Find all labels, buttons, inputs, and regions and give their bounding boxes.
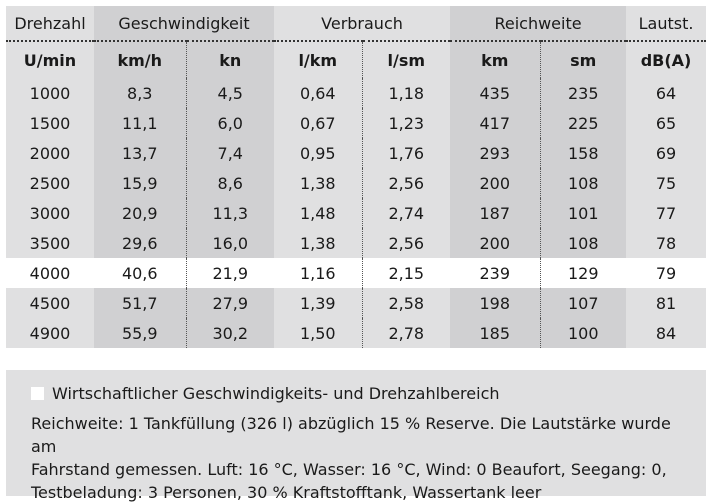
table-cell: 1,16 — [274, 258, 362, 288]
table-cell: 2500 — [6, 168, 94, 198]
table-cell: 1,50 — [274, 318, 362, 348]
table-cell: 2,78 — [362, 318, 450, 348]
table-cell: 3000 — [6, 198, 94, 228]
table-cell: 435 — [450, 78, 540, 108]
table-row — [6, 168, 706, 198]
table-cell: 107 — [540, 288, 626, 318]
table-cell: 4000 — [6, 258, 94, 288]
table-cell: 129 — [540, 258, 626, 288]
table-cell: 79 — [626, 258, 706, 288]
table-cell: 101 — [540, 198, 626, 228]
table-row — [6, 78, 706, 108]
table-cell: 8,6 — [186, 168, 274, 198]
table-row — [6, 198, 706, 228]
table-cell: 0,95 — [274, 138, 362, 168]
unit-header: km/h — [94, 41, 186, 78]
table-cell: 3500 — [6, 228, 94, 258]
table-row — [6, 228, 706, 258]
unit-header: dB(A) — [626, 41, 706, 78]
table-cell: 77 — [626, 198, 706, 228]
table-cell: 11,3 — [186, 198, 274, 228]
table-cell: 69 — [626, 138, 706, 168]
table-cell: 30,2 — [186, 318, 274, 348]
table-row — [6, 318, 706, 348]
table-cell: 1,23 — [362, 108, 450, 138]
table-cell: 6,0 — [186, 108, 274, 138]
legend-text: Wirtschaftlicher Geschwindigkeits- und Drehzahlbereich — [52, 384, 500, 403]
table-row — [6, 258, 706, 288]
unit-header-row — [6, 41, 706, 78]
table-cell: 293 — [450, 138, 540, 168]
legend-swatch — [31, 387, 44, 400]
table-cell: 21,9 — [186, 258, 274, 288]
footnote: Reichweite: 1 Tankfüllung (326 l) abzüglich 15 % Reserve. Die Lautstärke wurde am Fahrstand gemessen. Luft: 16 °C, Wasser: 16 °C, Wind: 0 Beaufort, Seegang: 0, Testbeladung: 3 Personen, 30 % Kraftstofftank, Wassertank leer — [31, 414, 671, 502]
table-cell: 1500 — [6, 108, 94, 138]
table-cell: 200 — [450, 168, 540, 198]
table-cell: 2,58 — [362, 288, 450, 318]
table-cell: 15,9 — [94, 168, 186, 198]
table-cell: 198 — [450, 288, 540, 318]
table-cell: 11,1 — [94, 108, 186, 138]
table-cell: 1000 — [6, 78, 94, 108]
unit-header: sm — [540, 41, 626, 78]
table-cell: 0,64 — [274, 78, 362, 108]
table-cell: 4500 — [6, 288, 94, 318]
unit-header: km — [450, 41, 540, 78]
table-row — [6, 288, 706, 318]
table-cell: 1,39 — [274, 288, 362, 318]
table-cell: 108 — [540, 168, 626, 198]
unit-header: kn — [186, 41, 274, 78]
notes-box — [6, 370, 706, 502]
table-cell: 2,56 — [362, 228, 450, 258]
table-cell: 55,9 — [94, 318, 186, 348]
table-cell: 158 — [540, 138, 626, 168]
table-cell: 75 — [626, 168, 706, 198]
table-cell: 187 — [450, 198, 540, 228]
unit-header: l/sm — [362, 41, 450, 78]
table-cell: 40,6 — [94, 258, 186, 288]
group-header-lautstaerke: Lautst. — [626, 6, 706, 41]
table-cell: 1,48 — [274, 198, 362, 228]
table-cell: 1,38 — [274, 168, 362, 198]
table-cell: 1,76 — [362, 138, 450, 168]
table-cell: 4900 — [6, 318, 94, 348]
table-cell: 225 — [540, 108, 626, 138]
table-cell: 78 — [626, 228, 706, 258]
table-cell: 20,9 — [94, 198, 186, 228]
table-cell: 1,38 — [274, 228, 362, 258]
table-cell: 100 — [540, 318, 626, 348]
table-cell: 235 — [540, 78, 626, 108]
table-body — [6, 78, 706, 348]
table-cell: 0,67 — [274, 108, 362, 138]
table-cell: 13,7 — [94, 138, 186, 168]
table-cell: 81 — [626, 288, 706, 318]
table-cell: 2000 — [6, 138, 94, 168]
table-cell: 4,5 — [186, 78, 274, 108]
table-cell: 29,6 — [94, 228, 186, 258]
table-cell: 200 — [450, 228, 540, 258]
table-cell: 1,18 — [362, 78, 450, 108]
group-header-drehzahl: Drehzahl — [6, 6, 94, 41]
table-cell: 239 — [450, 258, 540, 288]
table-cell: 65 — [626, 108, 706, 138]
table-row — [6, 108, 706, 138]
table-cell: 2,15 — [362, 258, 450, 288]
table-cell: 84 — [626, 318, 706, 348]
table-cell: 16,0 — [186, 228, 274, 258]
group-header-verbrauch: Verbrauch — [274, 6, 450, 41]
unit-header: l/km — [274, 41, 362, 78]
legend — [31, 384, 500, 403]
performance-table — [6, 6, 706, 348]
table-cell: 27,9 — [186, 288, 274, 318]
table-cell: 64 — [626, 78, 706, 108]
table-cell: 2,56 — [362, 168, 450, 198]
table-cell: 51,7 — [94, 288, 186, 318]
table-cell: 108 — [540, 228, 626, 258]
table-cell: 2,74 — [362, 198, 450, 228]
table-row — [6, 138, 706, 168]
group-header-geschwindigkeit: Geschwindigkeit — [94, 6, 274, 41]
table-cell: 7,4 — [186, 138, 274, 168]
group-header-row — [6, 6, 706, 41]
group-header-reichweite: Reichweite — [450, 6, 626, 41]
unit-header: U/min — [6, 41, 94, 78]
table-cell: 185 — [450, 318, 540, 348]
table-cell: 417 — [450, 108, 540, 138]
table-cell: 8,3 — [94, 78, 186, 108]
